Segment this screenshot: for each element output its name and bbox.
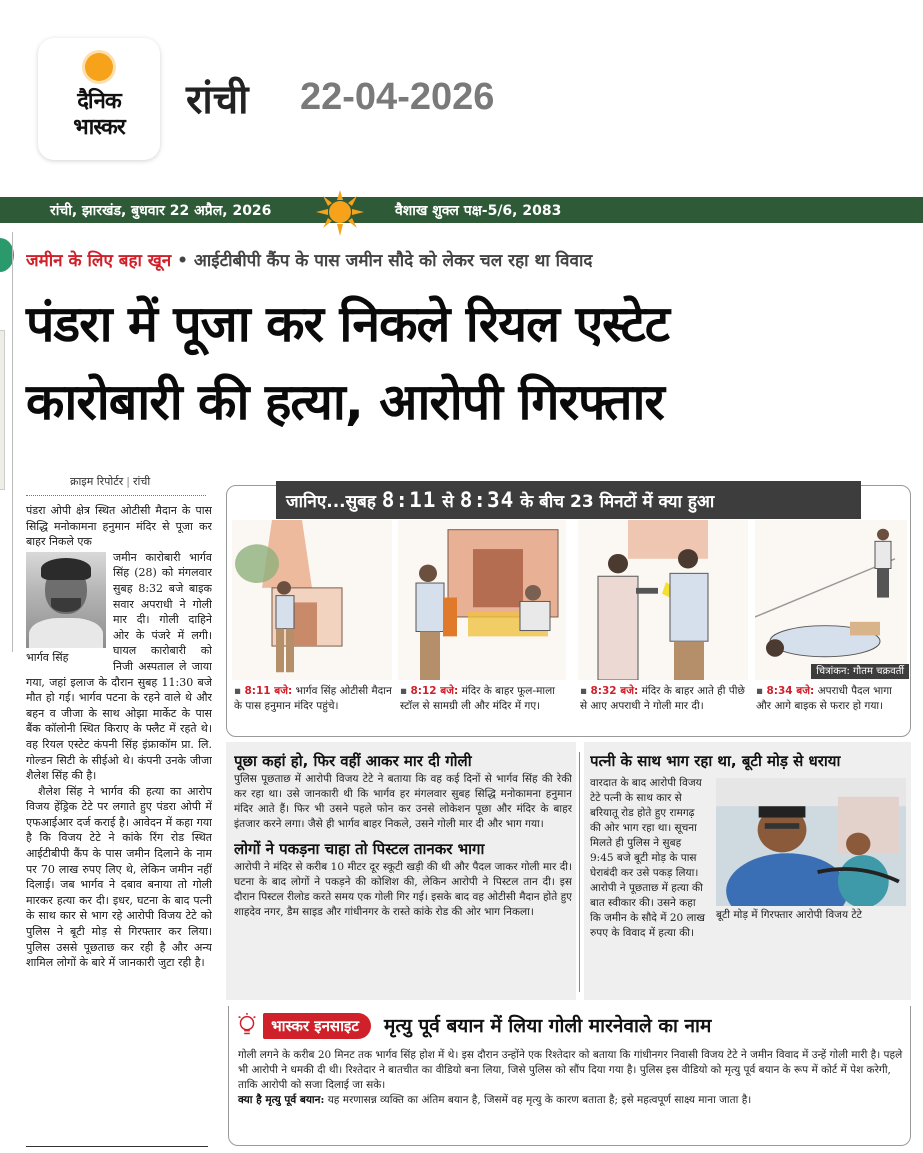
definition-label: क्या है मृत्यु पूर्व बयान: bbox=[238, 1094, 325, 1106]
article-body bbox=[26, 503, 212, 1143]
dainik-bhaskar-logo[interactable] bbox=[38, 38, 160, 160]
subheading-pistol: लोगों ने पकड़ना चाहा तो पिस्टल तानकर भागा bbox=[234, 840, 485, 858]
byline-divider bbox=[26, 495, 206, 496]
body-paragraph-1-text: जमीन कारोबारी भार्गव सिंह (28) को मंगलवार सुबह 8:32 बजे बाइक सवार अपराधी ने गोली मार दी। गोली दाहिने ओर के पंजरे में लगी। घायल कारोबारी को निजी अस्पताल ले जाया गया, जहां इलाज के दौरान सुबह 11:30 बजे मौत हो गई। भार्गव पटना के रहने वाले थे और बहन व जीजा के साथ ओझा मार्केट के पास बैंक कॉलोनी स्थित किराए के फ्लैट में रहते थे। वह रियल एस्टेट कंपनी सिंह इंफ्राकॉम प्रा. लि. गोल्डन सिटी के सीईओ थे। कंपनी उनके जीजा शैलेश सिंह की है। bbox=[26, 550, 212, 783]
section-body-asked-where: पुलिस पूछताछ में आरोपी विजय टेटे ने बताया कि वह कई दिनों से भार्गव सिंह की रेकी कर रहा था। उसे जानकारी थी कि भार्गव हर मंगलवार सुबह सिद्धि मनोकामना हनुमान मंदिर आते हैं। फिर भी उसने पहले फोन कर उनसे लोकेशन पूछा और मंदिर के बाहर इंतजार करने लगा। जैसे ही भार्गव बाहर निकले, उसने गोली मार दी और भाग गया। bbox=[234, 773, 572, 830]
insight-header bbox=[236, 1012, 906, 1044]
section-divider bbox=[579, 752, 580, 992]
timeline-event bbox=[756, 684, 906, 714]
insight-body bbox=[238, 1048, 906, 1108]
adjacent-page-box bbox=[0, 330, 5, 490]
event-text: मंदिर के बाहर आते ही पीछे से आए अपराधी ने गोली मार दी। bbox=[580, 685, 745, 712]
timeline-start-time: 8:11 bbox=[381, 488, 437, 512]
victim-portrait bbox=[26, 552, 106, 648]
timeline-title-pre: जानिए...सुबह bbox=[286, 492, 376, 512]
dateline-left: रांची, झारखंड, बुधवार 22 अप्रैल, 2026 bbox=[50, 203, 272, 219]
dateline-right: वैशाख शुक्ल पक्ष-5/6, 2083 bbox=[395, 203, 562, 219]
event-time: 8:12 बजे: bbox=[410, 685, 459, 697]
event-text: मंदिर के बाहर फूल-माला स्टॉल से सामग्री ली और मंदिर में गए। bbox=[400, 685, 555, 712]
insight-text: गोली लगने के करीब 20 मिनट तक भार्गव सिंह होश में थे। इस दौरान उन्होंने एक रिश्तेदार को बताया कि गांधीनगर निवासी विजय टेटे ने जमीन विवाद में उन्हें गोली मारी है। पहले भी आरोपी ने धमकी दी थी। रिश्तेदार ने बातचीत का वीडियो बना लिया, जिसे पुलिस को सौंप दिया गया है। पुलिस इस वीडियो को मृत्यु पूर्व बयान के रूप में कोर्ट में पेश करेगी, ताकि आरोपी को सजा दिलाई जा सके। bbox=[238, 1049, 903, 1091]
arrest-photo bbox=[716, 778, 906, 906]
event-time: 8:32 बजे: bbox=[590, 685, 639, 697]
portrait-block bbox=[26, 552, 106, 665]
dateline-strip bbox=[0, 197, 923, 223]
bullet-icon: ▪ bbox=[234, 685, 245, 697]
illustration-arrival bbox=[232, 520, 392, 680]
photo-caption: बूटी मोड़ में गिरफ्तार आरोपी विजय टेटे bbox=[716, 909, 862, 921]
logo-line1: दैनिक bbox=[77, 89, 121, 114]
timeline-end-time: 8:34 bbox=[459, 488, 515, 512]
lightbulb-icon bbox=[236, 1012, 258, 1040]
bullet-icon: ▪ bbox=[756, 685, 767, 697]
timeline-title bbox=[276, 481, 861, 519]
arrest-photo-block bbox=[716, 778, 906, 923]
timeline-event bbox=[580, 684, 748, 714]
illustration-escape bbox=[755, 520, 907, 680]
section-body-pistol: आरोपी ने मंदिर से करीब 10 मीटर दूर स्कूटी खड़ी की थी और पैदल जाकर गोली मार दी। घटना के बाद लोगों ने पकड़ने की कोशिश की, लेकिन आरोपी ने पिस्टल तान दी। इस दौरान पिस्टल रीलोड करते समय एक गोली गिर गई। इसके बाद वह ओटीसी मैदान होते हुए शाहदेव नगर, डैम साइड और गांधीनगर के रास्ते कांके रोड की ओर भाग निकला। bbox=[234, 861, 572, 918]
logo-line2: भास्कर bbox=[73, 115, 125, 140]
section-column-left bbox=[234, 750, 572, 998]
subheading-arrest: पत्नी के साथ भाग रहा था, बूटी मोड़ से धराया bbox=[590, 752, 841, 770]
illustration-flower-stall bbox=[398, 520, 566, 680]
event-time: 8:11 बजे: bbox=[244, 685, 293, 697]
bullet-icon: ▪ bbox=[400, 685, 411, 697]
definition-text: यह मरणासन्न व्यक्ति का अंतिम बयान है, जिसमें वह मृत्यु के कारण बताता है; इसे महत्वपूर्ण साक्ष्य माना जाता है। bbox=[327, 1094, 752, 1106]
illustration-shooting bbox=[578, 520, 748, 680]
body-intro: पंडरा ओपी क्षेत्र स्थित ओटीसी मैदान के पास सिद्धि मनोकामना हनुमान मंदिर से पूजा कर बाहर निकले एक bbox=[26, 504, 212, 549]
timeline-event bbox=[400, 684, 568, 714]
insight-title: मृत्यु पूर्व बयान में लिया गोली मारनेवाले का नाम bbox=[383, 1015, 712, 1037]
timeline-event bbox=[234, 684, 394, 714]
byline-separator: | bbox=[126, 475, 130, 488]
byline bbox=[70, 474, 150, 489]
app-header bbox=[0, 0, 923, 195]
kicker-rest: • आईटीबीपी कैंप के पास जमीन सौदे को लेकर चल रहा था विवाद bbox=[177, 251, 593, 271]
sunburst-icon bbox=[312, 190, 368, 236]
portrait-caption: भार्गव सिंह bbox=[26, 650, 69, 664]
edition-city: रांची bbox=[186, 77, 249, 123]
section-column-right bbox=[590, 750, 906, 998]
insight-definition bbox=[238, 1093, 906, 1108]
edition-date: 22-04-2026 bbox=[300, 76, 495, 118]
bullet-icon: ▪ bbox=[580, 685, 591, 697]
timeline-title-mid: से bbox=[442, 492, 454, 512]
sun-icon bbox=[85, 53, 113, 81]
section-body-arrest-bottom: पूछताछ में हत्या की बात स्वीकार की। उसने कहा कि जमीन के सौदे में 20 लाख रुपए के विवाद में हत्या की। bbox=[590, 882, 705, 939]
subheading-asked-where: पूछा कहां हो, फिर वहीं आकर मार दी गोली bbox=[234, 752, 472, 770]
column-bottom-rule bbox=[26, 1146, 208, 1147]
insight-badge: भास्कर इनसाइट bbox=[263, 1013, 371, 1039]
column-divider bbox=[12, 232, 13, 652]
event-text: भार्गव सिंह ओटीसी मैदान के पास हनुमान मंदिर पहुंचे। bbox=[234, 685, 392, 712]
headline bbox=[26, 285, 916, 441]
kicker bbox=[26, 248, 916, 271]
byline-city: रांची bbox=[132, 475, 151, 488]
event-time: 8:34 बजे: bbox=[766, 685, 815, 697]
section-body-arrest-side: वारदात के बाद आरोपी विजय टेटे पत्नी के साथ कार से बरियातू रोड होते हुए रामगढ़ की ओर भाग रहा था। सूचना मिलते ही पुलिस ने सुबह 9:45 बजे बूटी मोड़ के पास घेराबंदी कर उसे पकड़ लिया। आरोपी ने bbox=[590, 777, 702, 894]
headline-line2: कारोबारी की हत्या, आरोपी गिरफ्तार bbox=[26, 373, 664, 431]
kicker-red: जमीन के लिए बहा खून bbox=[26, 251, 172, 271]
body-paragraph-2: शैलेश सिंह ने भार्गव की हत्या का आरोप विजय हेंड्रिक टेटे पर लगाते हुए पंडरा ओपी में एफआईआर दर्ज कराई है। आवेदन में कहा गया है कि विजय टेटे ने कांके रिंग रोड स्थित आईटीबीपी कैंप के पास जमीन दिलाने के नाम पर 70 लाख रुपए लिए थे, लेकिन जमीन नहीं दिलाई। जब भार्गव ने दबाव बनाया तो गोली मारकर हत्या कर दी। इधर, घटना के बाद पत्नी के साथ कार से भाग रहे आरोपी विजय टेटे को पुलिस ने बूटी मोड़ से गिरफ्तार कर लिया। पुलिस उससे पूछताछ कर रही है और अन्य शामिल लोगों के बारे में जानकारी जुटा रही है। bbox=[26, 784, 212, 970]
illustration-credit: चित्रांकन: गौतम चक्रवर्ती bbox=[811, 664, 909, 679]
byline-author: क्राइम रिपोर्टर bbox=[70, 475, 124, 488]
timeline-title-post: के बीच 23 मिनटों में क्या हुआ bbox=[520, 492, 715, 512]
event-text: अपराधी पैदल भागा और आगे बाइक से फरार हो गया। bbox=[756, 685, 892, 712]
headline-line1: पंडरा में पूजा कर निकले रियल एस्टेट bbox=[26, 295, 669, 353]
